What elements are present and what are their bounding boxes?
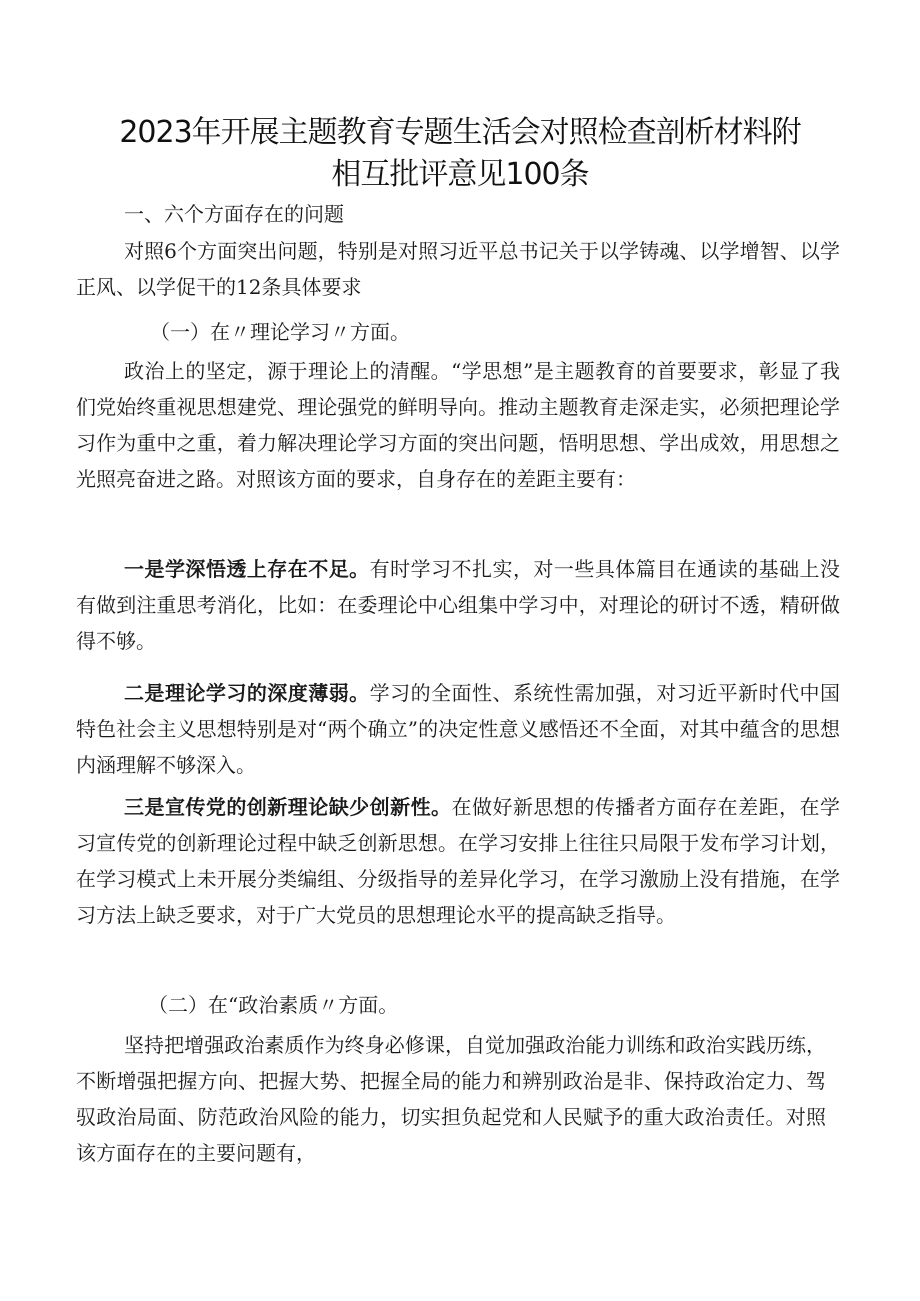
subsection-heading-theory-study: （一）在〃理论学习〃方面。 [150,320,410,344]
point-one-paragraph [76,551,840,659]
point-two-text: 学习的全面性、系统性需加强，对习近平新时代中国特色社会主义思想特别是对“两个确立”的决定性意义感悟还不全面，对其中蕴含的思想内涵理解不够深入。 [76,681,841,777]
point-three-paragraph [76,789,840,933]
theory-study-intro-paragraph: 政治上的坚定，源于理论上的清醒。“学思想”是主题教育的首要要求，彰显了我们党始终重视思想建党、理论强党的鲜明导向。推动主题教育走深走实，必须把理论学习作为重中之重，着力解决理论学习方面的突出问题，悟明思想、学出成效，用思想之光照亮奋进之路。对照该方面的要求，自身存在的差距主要有： [76,359,840,491]
document-title-line-2: 相互批评意见100条 [331,157,589,192]
point-three-text: 在做好新思想的传播者方面存在差距，在学习宣传党的创新理论过程中缺乏创新思想。在学习安排上往往只局限于发布学习计划，在学习模式上未开展分类编组、分级指导的差异化学习，在学习激励上没有措施，在学习方法上缺乏要求，对于广大党员的思想理论水平的提高缺乏指导。 [76,795,841,927]
section-heading-problems: 一、六个方面存在的问题 [124,202,344,226]
point-two-lead: 二是理论学习的深度薄弱。 [124,681,370,705]
document-title-line-1: 2023年开展主题教育专题生活会对照检查剖析材料附 [119,115,801,150]
political-quality-intro-paragraph: 坚持把增强政治素质作为终身必修课，自觉加强政治能力训练和政治实践历练，不断增强把握方向、把握大势、把握全局的能力和辨别政治是非、保持政治定力、驾驭政治局面、防范政治风险的能力，切实担负起党和人民赋予的重大政治责任。对照该方面存在的主要问题有， [76,1033,826,1165]
point-one-lead: 一是学深悟透上存在不足。 [124,557,370,581]
subsection-heading-political-quality: （二）在“政治素质〃方面。 [148,993,399,1017]
point-three-lead: 三是宣传党的创新理论缺少创新性。 [124,795,452,819]
intro-paragraph: 对照6个方面突出问题，特别是对照习近平总书记关于以学铸魂、以学增智、以学正风、以学促干的12条具体要求 [76,239,840,299]
point-two-paragraph [76,675,840,783]
point-one-text: 有时学习不扎实，对一些具体篇目在通读的基础上没有做到注重思考消化，比如：在委理论中心组集中学习中，对理论的研讨不透，精研做得不够。 [76,557,841,653]
